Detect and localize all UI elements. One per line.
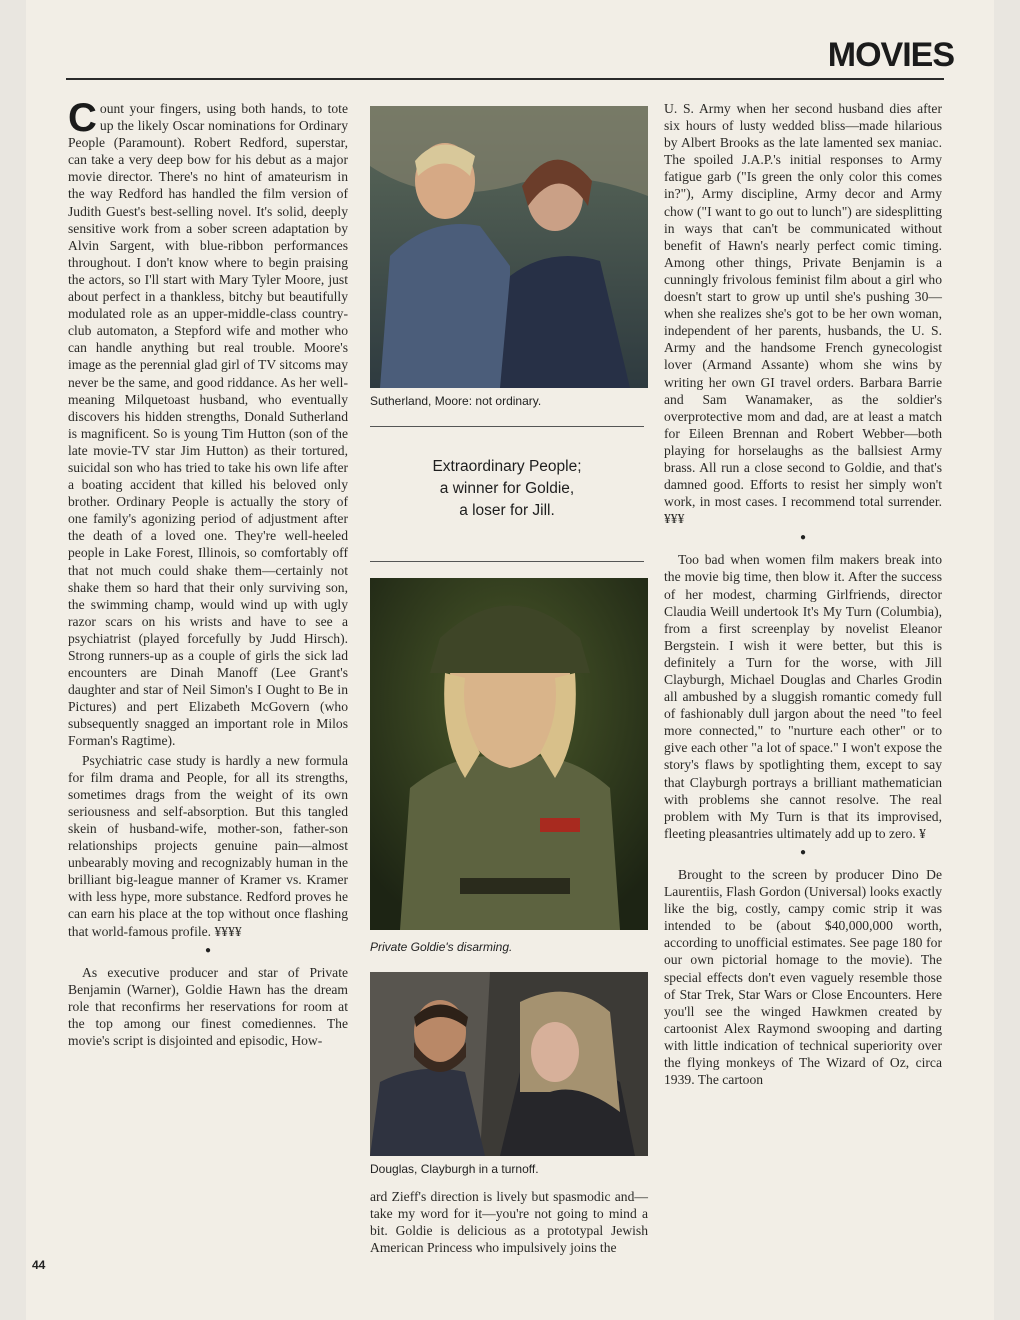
paragraph-text: ount your fingers, using both hands, to tote up the likely Oscar nominations for Ordinary People (Paramount). Robert Redford, superstar, can take a very deep bow for his debut as a major movie director. There's no hint of amateurism in the way Redford has handled the film version of Judith Guest's best-selling novel. It's solid, deeply sensitive work from a sober screen adaptation by Alvin Sargent, with blue-ribbon performances throughout. I don't know where to begin praising the actors, so I'll start with Mary Tyler Moore, just about perfect in a thankless, bitchy but beautifully modulated role as an upper-middle-class country-club automaton, a Stepford wife and mother who can handle anything but real trouble. Moore's image as the perennial glad girl of TV sitcoms may never be the same, and good riddance. As her well-meaning Milquetoast husband, who eventually discovers his hidden strengths, Donald Sutherland is magnificent. So is young Tim Hutton (son of the late movie-TV star Jim Hutton) as their tortured, suicidal son who has tried to take his own life after a boating accident that killed his beloved only brother. Ordinary People is actually the story of one family's agonizing period of adjustment after the death of a loved one. They're well-heeled people in Lake Forest, Illinois, so comfortably off that not much could shake them—certainly not shake them so hard that their only surviving son, the swimming champ, would wind up with ugly razor scars on his wrists and have to see a psychiatrist (played forcefully by Judd Hirsch). Strong runners-up as a couple of girls the sick lad encounters are Dinah Manoff (Lee Grant's daughter and star of Neil Simon's I Ought to Be in Pictures) and pert Elizabeth McGovern (who subsequently snagged an important role in Milos Forman's Ragtime).	[68, 101, 348, 749]
section-title: MOVIES	[827, 36, 954, 74]
review-flash-gordon: Brought to the screen by producer Dino De Laurentiis, Flash Gordon (Universal) looks exactly like the big, costly, campy comic strip it was intended to be (about $40,000,000 worth, according to unofficial estimates. See page 180 for our own pictorial homage to the movie). The special effects don't even vaguely resemble those of Star Trek, Star Wars or Close Encounters. Here you'll see the winged Hawkmen created by cartoonist Alex Raymond swooping and darting with little indication of technical superiority over the flying monkeys of The Wizard of Oz, circa 1939. The cartoon	[664, 866, 942, 1088]
photo-douglas-clayburgh	[370, 972, 648, 1156]
bullet-separator: ●	[799, 846, 807, 858]
paragraph-private-benjamin-cont: U. S. Army when her second husband dies after six hours of lusty wedded bliss—made hilarious by Albert Brooks as the late lamented sex maniac. The spoiled J.A.P.'s initial responses to Army fatigue garb ("Is green the only color this comes in?"), Army discipline, Army decor and Army chow ("I want to go out to lunch") are sidesplitting in ways that can't be communicated without benefit of Hawn's nearly perfect comic timing. Among other things, Private Benjamin is a cunningly frivolous feminist film about a girl who doesn't start to grow up until she's pushing 30—when she realizes she's got to be her own woman, independent of her parents, husbands, the U. S. Army and the handsome French gynecologist lover (Armand Assante) whom she wins by writing her own GI travel orders. Barbara Barrie and Sam Wanamaker, as the soldier's overprotective mom and dad, are at least a match for Eileen Brennan and Robert Webber—both playing for horselaughs as the ballsiest Army brass. All run a close second to Goldie, and that's damned good. Efforts to resist her simply won't work, in most cases. I recommend total surrender. ¥¥¥	[664, 101, 942, 527]
photo-goldie-hawn	[370, 578, 648, 930]
column-2-text	[370, 1188, 648, 1258]
paragraph-continued: ard Zieff's direction is lively but spasmodic and—take my word for it—you're not going to mind a bit. Goldie is delicious as a prototypal Jewish American Princess who impulsively joins the	[370, 1189, 648, 1256]
paragraph-private-benjamin: As executive producer and star of Private Benjamin (Warner), Goldie Hawn has the dream role that reconfirms her reservations for room at the top among our finest comediennes. The movie's script is disjointed and episodic, How-	[68, 964, 348, 1048]
caption-photo-2: Private Goldie's disarming.	[370, 940, 513, 954]
review-ordinary-people	[68, 96, 348, 750]
bullet-separator: ●	[799, 532, 807, 544]
pull-quote-top-rule	[370, 426, 644, 427]
magazine-page	[26, 0, 994, 1320]
pull-quote-line-3: a loser for Jill.	[459, 502, 555, 519]
page-number: 44	[32, 1258, 46, 1272]
drop-cap: C	[68, 96, 97, 140]
column-1	[68, 96, 348, 1051]
header-rule	[66, 78, 944, 80]
column-3	[664, 100, 942, 1090]
pull-quote-line-1: Extraordinary People;	[432, 458, 582, 475]
caption-photo-3: Douglas, Clayburgh in a turnoff.	[370, 1162, 539, 1176]
review-its-my-turn: Too bad when women film makers break into the movie big time, then blow it. After the success of her modest, charming Girlfriends, director Claudia Weill undertook It's My Turn (Columbia), from a first screenplay by novelist Eleanor Bergstein. I wish it were better, but this is definitely a Turn for the worse, with Jill Clayburgh, Michael Douglas and Charles Grodin all ambushed by a sluggish romantic comedy full of fashionably dull jargon about the need "to feel more connected," to "nurture each other" or to give each other "a lot of space." I won't expose the story's flaws by spotlighting them, except to say that Clayburgh portrays a brilliant mathematician with problems she cannot resolve. The real problem with My Turn is that its improvised, fleeting pleasantries ultimately add up to zero. ¥	[664, 552, 942, 841]
bullet-separator: ●	[204, 944, 212, 956]
caption-photo-1: Sutherland, Moore: not ordinary.	[370, 394, 542, 408]
pull-quote-bottom-rule	[370, 561, 644, 562]
paragraph: Psychiatric case study is hardly a new formula for film drama and People, for all its strengths, sometimes drags from the weight of its own seriousness and self-absorption. But this tangled skein of husband-wife, mother-son, father-son relationships projects genuine pain—almost unbearably moving and recognizably human in the brilliant big-league manner of Kramer vs. Kramer with less hype, more substance. Redford proves he can earn his place at the top without once flashing that world-famous profile. ¥¥¥¥	[68, 752, 348, 939]
pull-quote-line-2: a winner for Goldie,	[439, 480, 575, 497]
photo-sutherland-moore	[370, 106, 648, 388]
pull-quote	[370, 456, 644, 522]
